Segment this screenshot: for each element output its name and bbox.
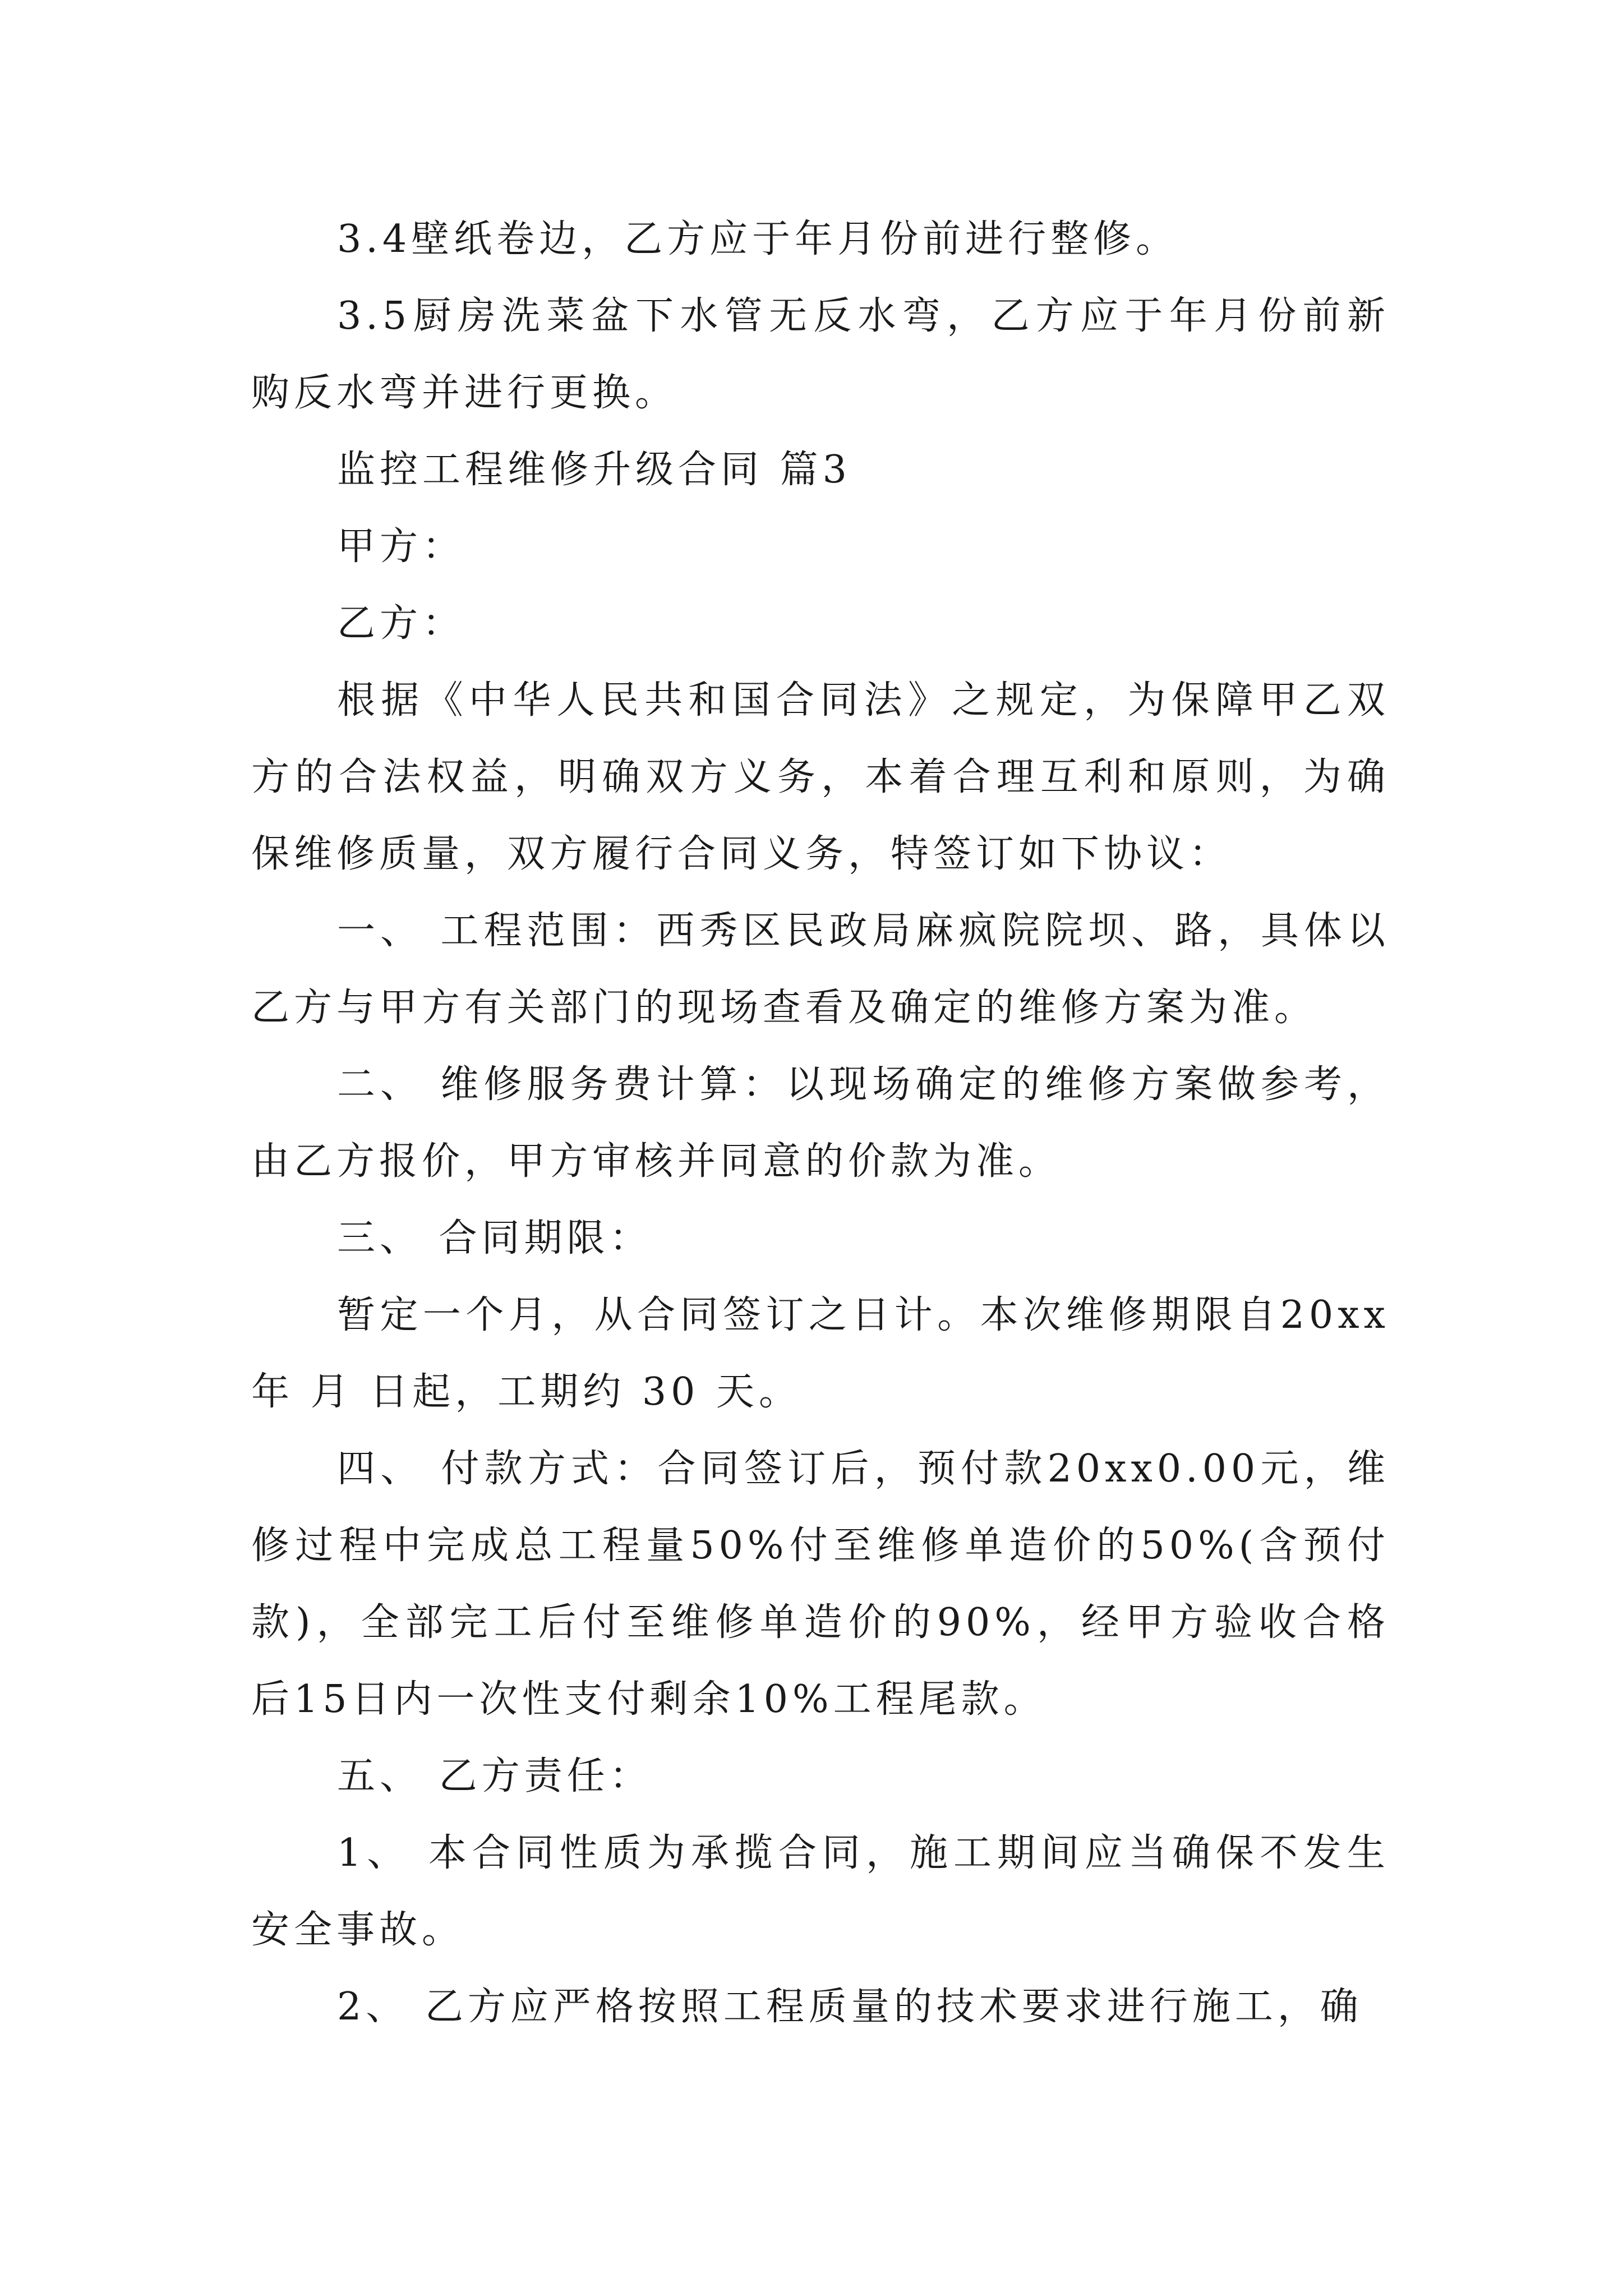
section-party-b-heading: 五、 乙方责任：	[337, 1754, 652, 1798]
clause-3-4: 3.4壁纸卷边，乙方应于年月份前进行整修。	[337, 217, 1179, 261]
section-scope: 一、 工程范围：西秀区民政局麻疯院院坝、路，具体以乙方与甲方有关部门的现场查看及确定的维修方案为准。	[251, 909, 1390, 1030]
party-b-line: 乙方：	[337, 601, 465, 646]
document-body	[251, 201, 1390, 2045]
preamble-paragraph: 根据《中华人民共和国合同法》之规定，为保障甲乙双方的合法权益，明确双方义务，本着合理互利和原则，为确保维修质量，双方履行合同义务，特签订如下协议：	[251, 678, 1390, 876]
clause-3-5: 3.5厨房洗菜盆下水管无反水弯，乙方应于年月份前新购反水弯并进行更换。	[251, 294, 1390, 415]
party-a-line: 甲方：	[337, 524, 465, 569]
section-term-heading: 三、 合同期限：	[337, 1216, 652, 1260]
duty-item-1: 1、 本合同性质为承揽合同，施工期间应当确保不发生安全事故。	[251, 1831, 1390, 1952]
section-fee: 二、 维修服务费计算：以现场确定的维修方案做参考，由乙方报价，甲方审核并同意的价款为准。	[251, 1062, 1390, 1184]
contract-title: 监控工程维修升级合同 篇3	[337, 448, 851, 492]
duty-item-2: 2、 乙方应严格按照工程质量的技术要求进行施工，确	[337, 1985, 1363, 2029]
section-payment: 四、 付款方式：合同签订后，预付款20xx0.00元，维修过程中完成总工程量50%付至维修单造价的50%(含预付款)，全部完工后付至维修单造价的90%，经甲方验收合格后15日内一次性支付剩余10%工程尾款。	[251, 1447, 1390, 1722]
section-term-body: 暂定一个月，从合同签订之日计。本次维修期限自20xx年 月 日起，工期约 30 天。	[251, 1293, 1390, 1414]
